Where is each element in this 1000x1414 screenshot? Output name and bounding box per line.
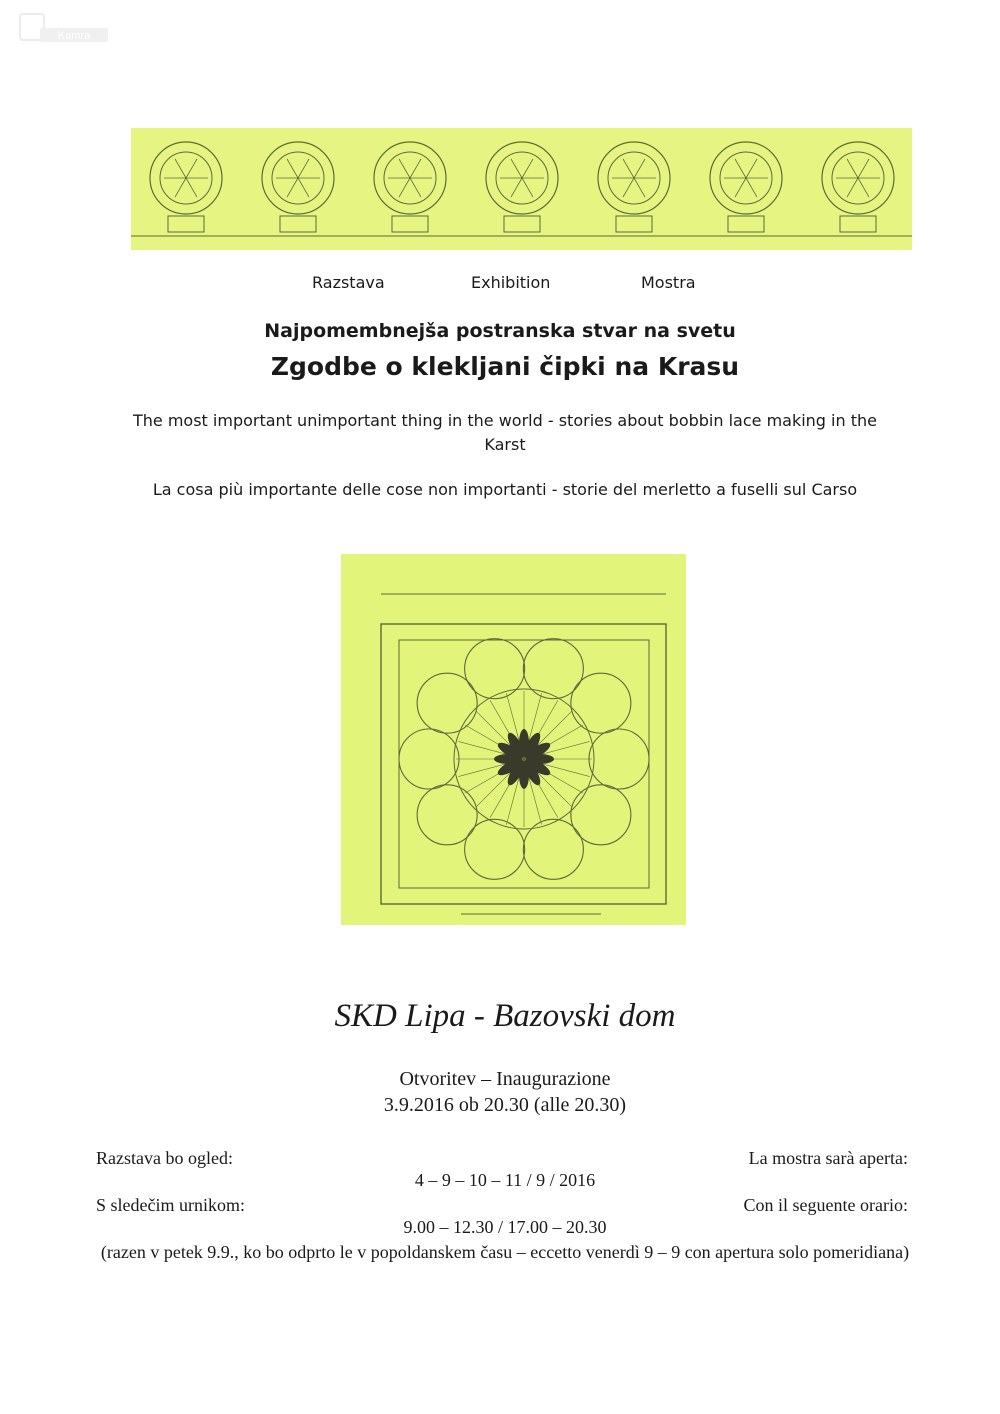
label-exhibition: Exhibition — [471, 273, 551, 292]
lace-border-pattern — [131, 128, 912, 250]
subtitle-slovene: Najpomembnejša postranska stvar na svetu — [264, 320, 736, 342]
opening-block — [0, 1066, 1000, 1118]
title-italian: La cosa più importante delle cose non importanti - storie del merletto a fuselli sul Carso — [152, 480, 858, 499]
lace-banner-image — [131, 128, 912, 250]
schedule-dates: 4 – 9 – 10 – 11 / 9 / 2016 — [414, 1170, 596, 1190]
lace-pricking-square-pattern — [341, 554, 686, 925]
lace-rosette — [710, 142, 782, 232]
lace-rosette — [598, 142, 670, 232]
venue-name: SKD Lipa - Bazovski dom — [334, 998, 676, 1034]
kamra-watermark-logo — [10, 8, 110, 48]
schedule-note: (razen v petek 9.9., ko bo odprto le v popoldanskem času – eccetto venerdì 9 – 9 con apertura solo pomeridiana) — [100, 1242, 910, 1262]
watermark-text: Kamra — [57, 30, 91, 42]
opening-label: Otvoritev – Inaugurazione — [399, 1068, 611, 1090]
lace-rosette — [374, 142, 446, 232]
schedule-hours-slovene: S sledečim urnikom: — [96, 1195, 245, 1215]
title-slovene: Zgodbe o klekljani čipki na Krasu — [270, 352, 740, 381]
lace-rosette — [822, 142, 894, 232]
opening-datetime: 3.9.2016 ob 20.30 (alle 20.30) — [383, 1094, 627, 1116]
label-mostra: Mostra — [641, 273, 696, 292]
lace-rosette — [262, 142, 334, 232]
title-english: The most important unimportant thing in the world - stories about bobbin lace making in the Karst — [133, 411, 877, 454]
schedule-hours-italian: Con il seguente orario: — [743, 1195, 908, 1215]
schedule-hours: 9.00 – 12.30 / 17.00 – 20.30 — [403, 1217, 607, 1237]
label-razstava: Razstava — [312, 273, 385, 292]
schedule-open-italian: La mostra sarà aperta: — [748, 1148, 908, 1168]
lace-square-image — [341, 554, 686, 925]
schedule-open-slovene: Razstava bo ogled: — [96, 1148, 233, 1168]
lace-rosette — [486, 142, 558, 232]
lace-rosette — [150, 142, 222, 232]
